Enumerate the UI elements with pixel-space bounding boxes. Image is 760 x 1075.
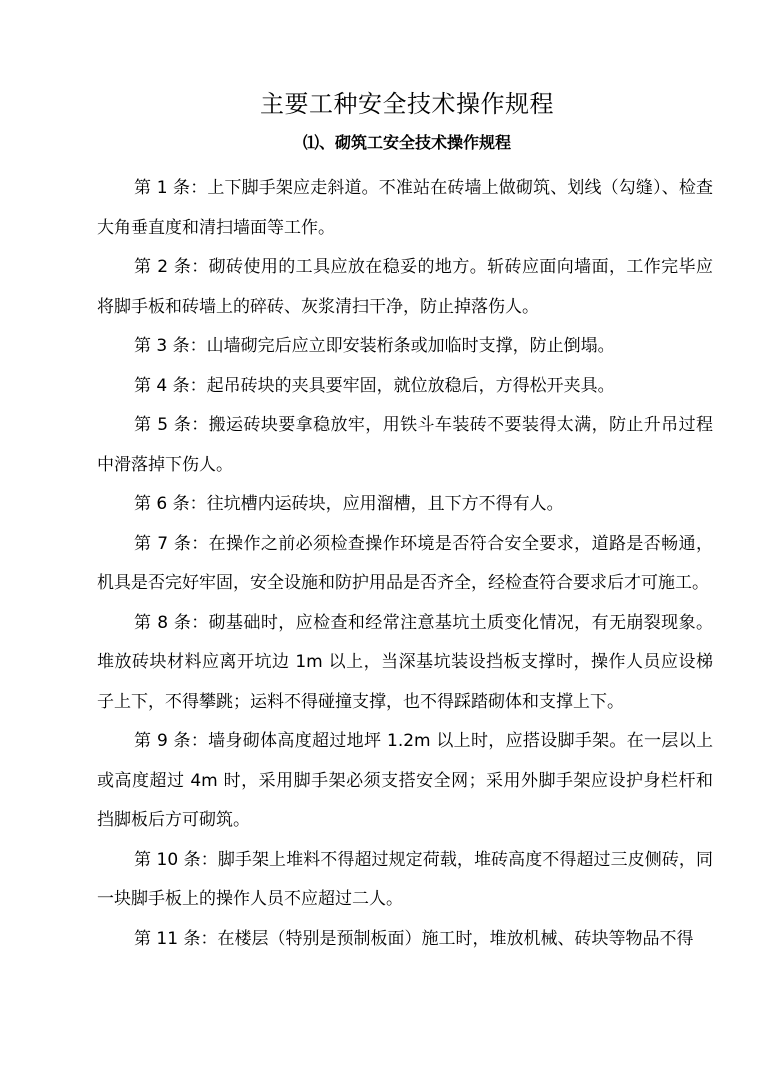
paragraph-article-10: 第 10 条：脚手架上堆料不得超过规定荷载，堆砖高度不得超过三皮侧砖，同一块脚手板上的操作人员不应超过二人。 <box>97 849 713 909</box>
paragraph-article-4: 第 4 条：起吊砖块的夹具要牢固，就位放稳后，方得松开夹具。 <box>134 375 615 396</box>
paragraph-article-1: 第 1 条：上下脚手架应走斜道。不准站在砖墙上做砌筑、划线（勾缝）、检查大角垂直度和清扫墙面等工作。 <box>97 178 713 238</box>
paragraph-article-11: 第 11 条：在楼层（特别是预制板面）施工时，堆放机械、砖块等物品不得 <box>134 928 694 949</box>
paragraph-article-7: 第 7 条：在操作之前必须检查操作环境是否符合安全要求，道路是否畅通，机具是否完好牢固，安全设施和防护用品是否齐全，经检查符合要求后才可施工。 <box>97 533 713 593</box>
paragraph-article-3: 第 3 条：山墙砌完后应立即安装桁条或加临时支撑，防止倒塌。 <box>134 336 615 356</box>
paragraph-article-2: 第 2 条：砌砖使用的工具应放在稳妥的地方。斩砖应面向墙面，工作完毕应将脚手板和砖墙上的碎砖、灰浆清扫干净，防止掉落伤人。 <box>97 257 713 317</box>
paragraph-article-6: 第 6 条：往坑槽内运砖块，应用溜槽，且下方不得有人。 <box>134 494 564 514</box>
page-title: 主要工种安全技术操作规程 <box>260 90 554 118</box>
section-subtitle: ⑴、砌筑工安全技术操作规程 <box>302 133 511 152</box>
document-body <box>97 169 713 959</box>
paragraph-article-9: 第 9 条：墙身砌体高度超过地坪 1.2m 以上时，应搭设脚手架。在一层以上或高度超过 4m 时，采用脚手架必须支搭安全网；采用外脚手架应设护身栏杆和挡脚板后方可砌筑。 <box>97 731 713 830</box>
paragraph-article-8: 第 8 条：砌基础时，应检查和经常注意基坑土质变化情况，有无崩裂现象。堆放砖块材料应离开坑边 1m 以上，当深基坑装设挡板支撑时，操作人员应设梯子上下，不得攀跳；运料不得碰撞支撑，也不得踩踏砌体和支撑上下。 <box>97 612 713 712</box>
paragraph-article-5: 第 5 条：搬运砖块要拿稳放牢，用铁斗车装砖不要装得太满，防止升吊过程中滑落掉下伤人。 <box>97 415 713 475</box>
